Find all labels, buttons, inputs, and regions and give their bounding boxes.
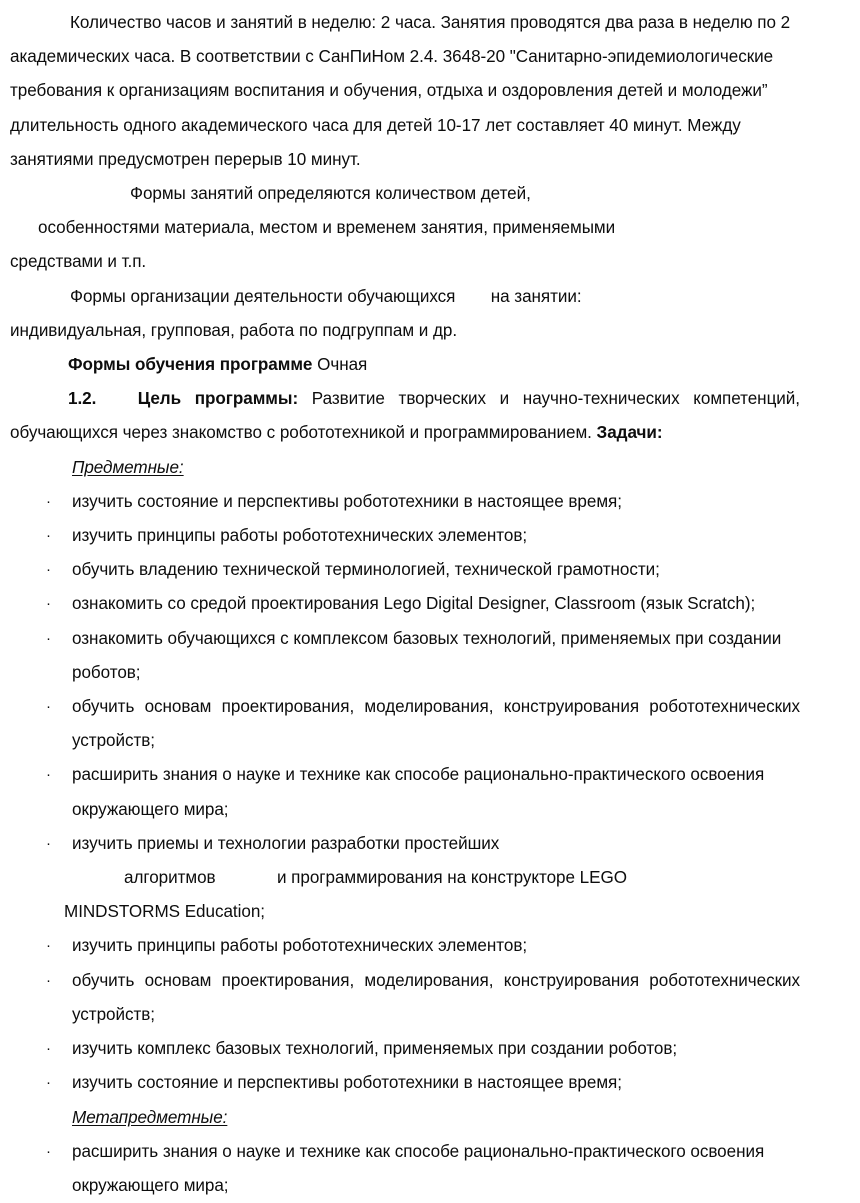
paragraph-lesson-forms-line2 — [10, 211, 800, 245]
document-body — [10, 6, 800, 1203]
bullet-icon: · — [46, 1040, 51, 1058]
list-item-text-segment-2: алгоритмов — [124, 868, 216, 888]
list-item — [10, 1066, 800, 1100]
lesson-forms-line1-text: Формы занятий определяются количеством детей, — [130, 184, 531, 204]
list-item-text: обучить основам проектирования, моделирования, конструирования робототехнических устройств; — [72, 970, 800, 1024]
subheading-metapredmetnye-wrapper — [10, 1101, 800, 1135]
paragraph-study-form — [10, 348, 800, 382]
list-item-text: изучить принципы работы робототехнических элементов; — [72, 526, 528, 546]
paragraph-lesson-forms-line1 — [10, 177, 800, 211]
list-item — [10, 1135, 800, 1203]
list-item — [10, 929, 800, 963]
bullet-icon: · — [46, 527, 51, 545]
list-item — [10, 519, 800, 553]
subheading-predmetnye-wrapper — [10, 451, 800, 485]
list-item-text-segment-4: MINDSTORMS Education; — [64, 902, 265, 922]
list-item-text-segment-3: и программирования на конструкторе LEGO — [276, 868, 627, 888]
paragraph-lesson-forms-line3: средствами и т.п. — [10, 252, 147, 272]
subheading-metapredmetnye: Метапредметные: — [72, 1107, 228, 1127]
list-item — [10, 485, 800, 519]
list-item — [10, 690, 800, 758]
bullet-icon: · — [46, 971, 51, 989]
list-item-text: расширить знания о науке и технике как способе рационально-практического освоения окружающего мира; — [72, 765, 765, 819]
list-item — [10, 622, 800, 690]
bullet-icon: · — [46, 561, 51, 579]
list-item — [10, 587, 800, 621]
bullet-icon: · — [46, 1142, 51, 1160]
bullet-list-predmetnye — [10, 485, 800, 1101]
paragraph-activity-organization-line1 — [10, 280, 800, 314]
bullet-icon: · — [46, 698, 51, 716]
bullet-icon: · — [46, 1074, 51, 1092]
bullet-icon: · — [46, 492, 51, 510]
list-item-text: изучить комплекс базовых технологий, применяемых при создании роботов; — [72, 1039, 678, 1059]
study-form-label: Формы обучения программе — [68, 355, 313, 375]
list-item-text: изучить принципы работы робототехнических элементов; — [72, 936, 528, 956]
list-item-text: ознакомить обучающихся с комплексом базовых технологий, применяемых при создании роботов; — [72, 628, 782, 682]
paragraph-activity-organization-line2: индивидуальная, групповая, работа по подгруппам и др. — [10, 320, 458, 340]
tasks-label: Задачи: — [596, 423, 663, 443]
list-item — [10, 964, 800, 1032]
list-item — [10, 758, 800, 826]
list-item — [10, 553, 800, 587]
list-item — [10, 827, 800, 930]
list-item-text: изучить состояние и перспективы робототехники в настоящее время; — [72, 1073, 622, 1093]
bullet-icon: · — [46, 595, 51, 613]
list-item — [10, 1032, 800, 1066]
activity-organization-head: Формы организации деятельности обучающихся — [70, 286, 456, 306]
list-item-text: расширить знания о науке и технике как способе рационально-практического освоения окружающего мира; — [72, 1141, 765, 1195]
activity-organization-tail: на занятии: — [490, 286, 582, 306]
list-item-text: изучить состояние и перспективы робототехники в настоящее время; — [72, 491, 622, 511]
program-goal-text: Развитие творческих и научно-технических компетенций, обучающихся через знакомство с робототехникой и программированием. — [10, 389, 801, 443]
list-item-text-segment-1: изучить приемы и технологии разработки простейших — [72, 833, 500, 853]
paragraph-program-goal — [10, 382, 800, 450]
program-goal-label: Цель программы: — [137, 389, 299, 409]
bullet-icon: · — [46, 766, 51, 784]
paragraph-hours-and-lessons: Количество часов и занятий в неделю: 2 часа. Занятия проводятся два раза в неделю по 2 академических часа. В соответствии с СанПиНом 2.4. 3648-20 "Санитарно-эпидемиологические требования к организациям воспитания и обучения, отдыха и оздоровления детей и молодежи” длительность одного академического часа для детей 10-17 лет составляет 40 минут. Между занятиями предусмотрен перерыв 10 минут. — [10, 13, 791, 169]
bullet-icon: · — [46, 937, 51, 955]
list-item-text: обучить основам проектирования, моделирования, конструирования робототехнических устройств; — [72, 697, 800, 751]
subheading-predmetnye: Предметные: — [72, 457, 184, 477]
bullet-icon: · — [46, 834, 51, 852]
lesson-forms-line2-text: особенностями материала, местом и временем занятия, применяемыми — [38, 218, 616, 238]
bullet-icon: · — [46, 629, 51, 647]
list-item-text: ознакомить со средой проектирования Lego Digital Designer, Classroom (язык Scratch); — [72, 594, 756, 614]
section-number-1-2: 1.2. — [68, 389, 97, 409]
study-form-value: Очная — [317, 355, 368, 375]
list-item-text: обучить владению технической терминологией, технической грамотности; — [72, 560, 660, 580]
bullet-list-metapredmetnye — [10, 1135, 800, 1203]
